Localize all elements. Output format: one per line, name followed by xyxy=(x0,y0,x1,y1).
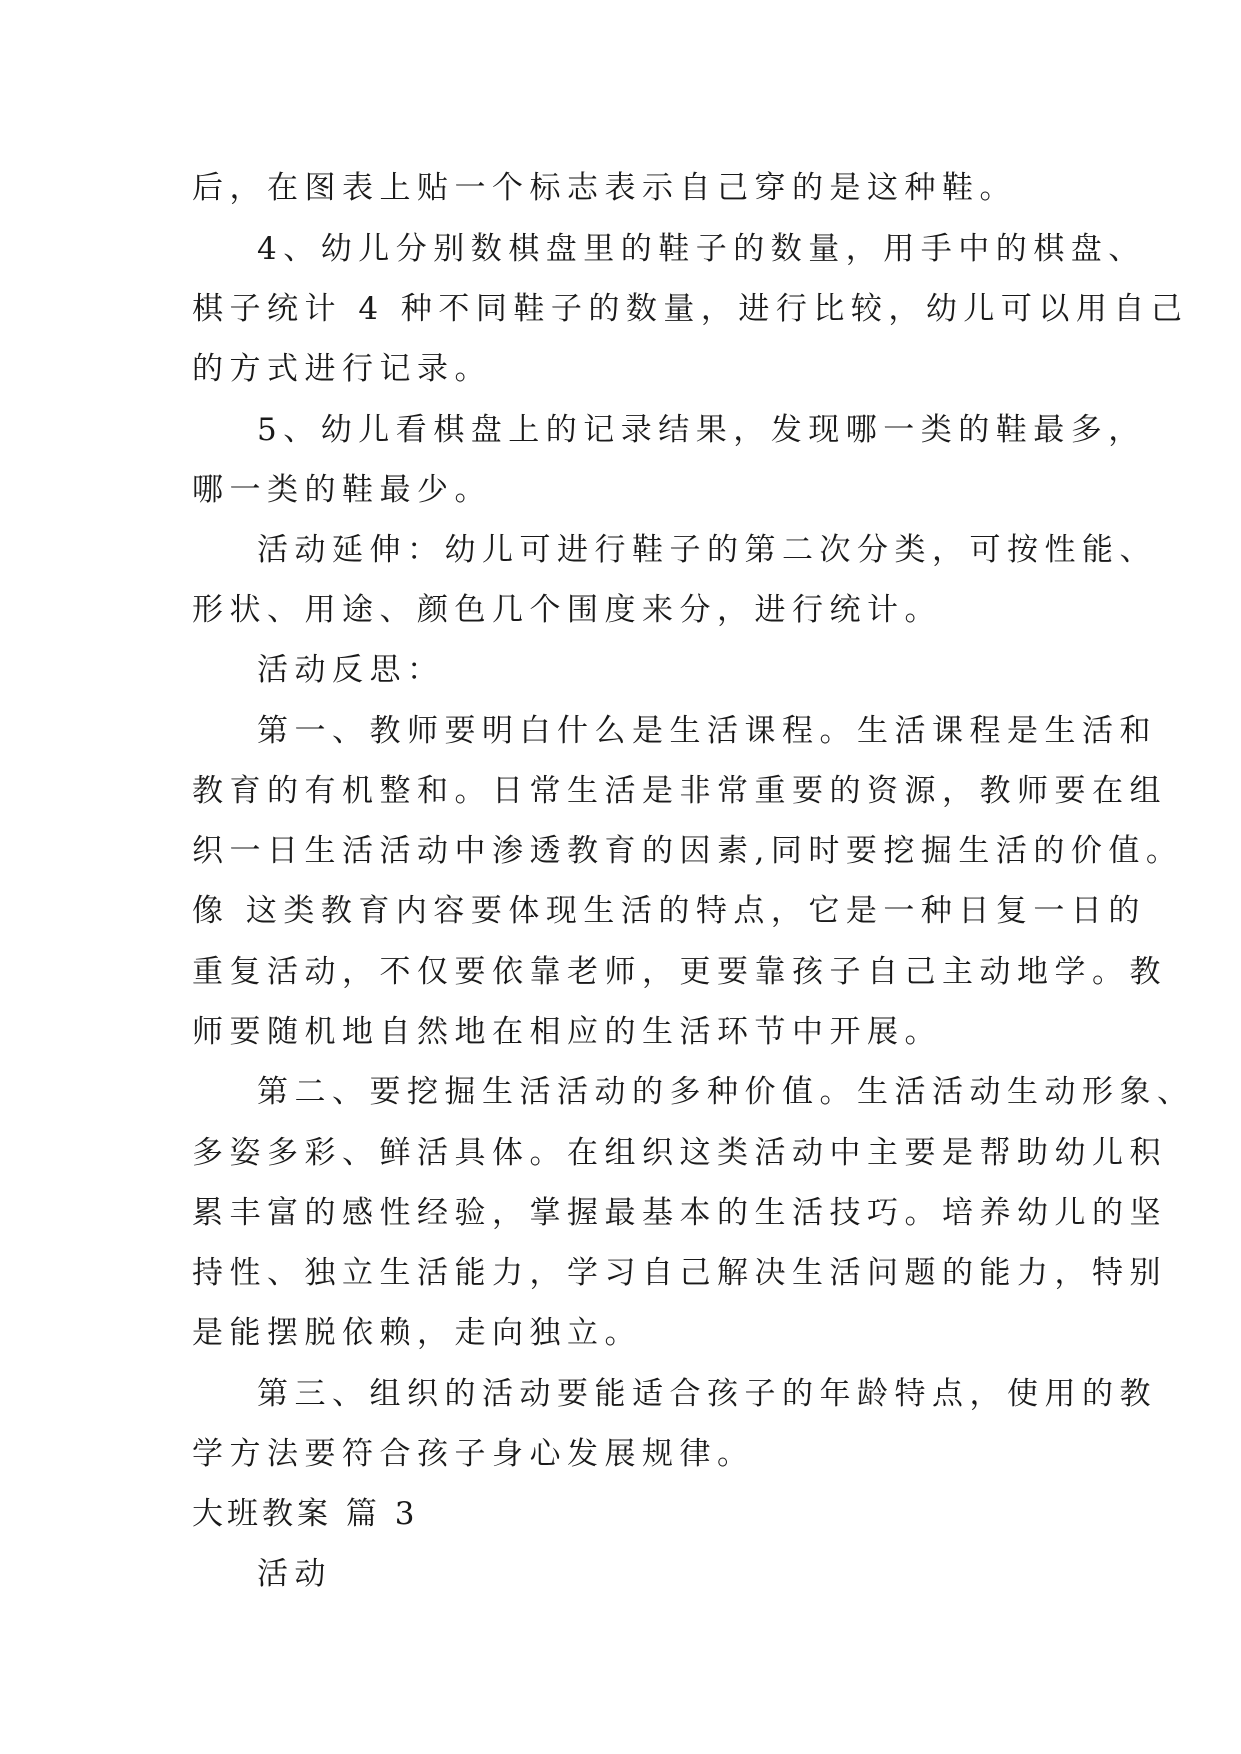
text-line: 重复活动，不仅要依靠老师，更要靠孩子自己主动地学。教 xyxy=(192,954,1167,990)
text-line: 4、幼儿分别数棋盘里的鞋子的数量，用手中的棋盘、 xyxy=(257,231,1146,267)
text-line: 织一日生活活动中渗透教育的因素,同时要挖掘生活的价值。 xyxy=(192,833,1184,869)
text-line: 5、幼儿看棋盘上的记录结果，发现哪一类的鞋最多， xyxy=(257,412,1146,448)
text-line: 像 这类教育内容要体现生活的特点，它是一种日复一日的 xyxy=(192,893,1146,929)
section-heading: 活动反思： xyxy=(257,652,445,688)
section-title: 大班教案 篇 3 xyxy=(192,1496,419,1532)
text-line: 第三、组织的活动要能适合孩子的年龄特点，使用的教 xyxy=(257,1376,1157,1412)
text-line: 多姿多彩、鲜活具体。在组织这类活动中主要是帮助幼儿积 xyxy=(192,1135,1167,1171)
text-line: 形状、用途、颜色几个围度来分，进行统计。 xyxy=(192,592,942,628)
text-line: 第一、教师要明白什么是生活课程。生活课程是生活和 xyxy=(257,713,1157,749)
text-line: 后，在图表上贴一个标志表示自己穿的是这种鞋。 xyxy=(192,170,1017,206)
text-line: 活动延伸：幼儿可进行鞋子的第二次分类，可按性能、 xyxy=(257,532,1157,568)
text-line: 学方法要符合孩子身心发展规律。 xyxy=(192,1436,755,1472)
text-line: 是能摆脱依赖，走向独立。 xyxy=(192,1315,642,1351)
text-line: 持性、独立生活能力，学习自己解决生活问题的能力，特别 xyxy=(192,1255,1167,1291)
section-heading: 活动 xyxy=(257,1556,332,1592)
text-line: 累丰富的感性经验，掌握最基本的生活技巧。培养幼儿的坚 xyxy=(192,1195,1167,1231)
text-line: 师要随机地自然地在相应的生活环节中开展。 xyxy=(192,1014,942,1050)
text-line: 第二、要挖掘生活活动的多种价值。生活活动生动形象、 xyxy=(257,1074,1195,1110)
text-line: 棋子统计 4 种不同鞋子的数量，进行比较，幼儿可以用自己 xyxy=(192,291,1189,327)
text-line: 哪一类的鞋最少。 xyxy=(192,472,492,508)
text-line: 教育的有机整和。日常生活是非常重要的资源，教师要在组 xyxy=(192,773,1167,809)
text-line: 的方式进行记录。 xyxy=(192,351,492,387)
